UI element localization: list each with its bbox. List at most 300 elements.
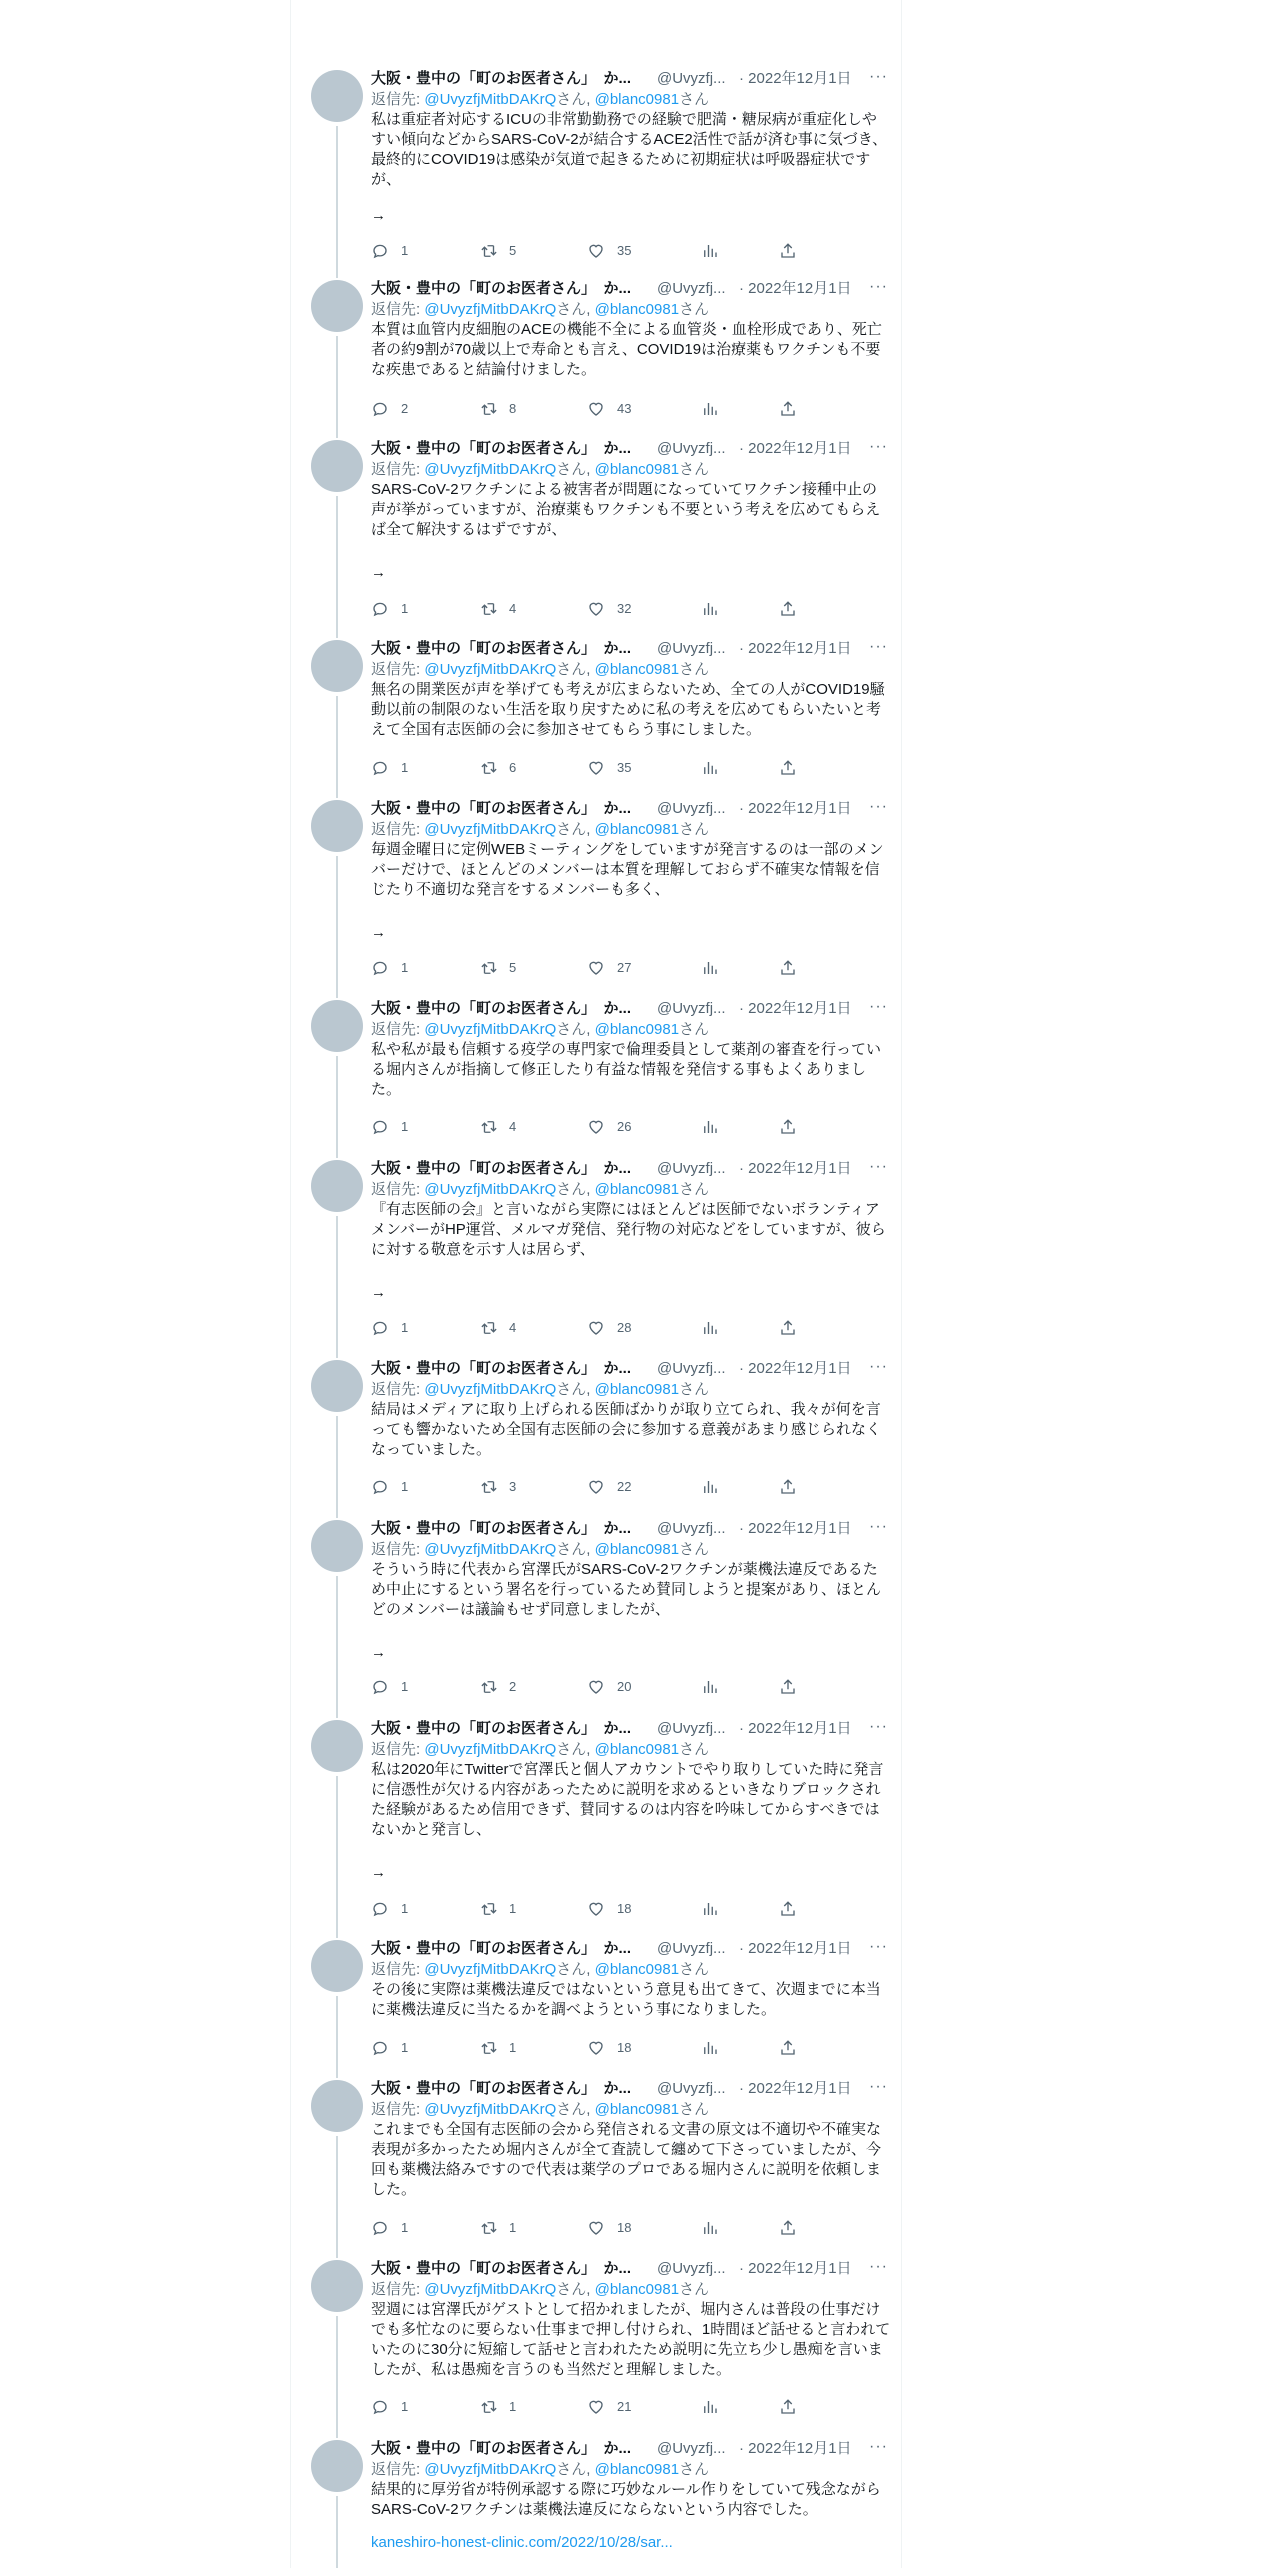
mention-suffix: さん (679, 1741, 710, 1758)
tweet-text: これまでも全国有志医師の会から発信される文書の原文は不適切や不確実な表現が多かったため堀内さんが全て査読して纏めて下さっていましたが、今回も薬機法絡みですので代表は薬学のプロである堀内さんに説明を依頼しました。 (371, 2121, 882, 2198)
author-name[interactable]: 大阪・豊中の「町のお医者さん」 か... (371, 800, 632, 817)
thread-line (336, 1932, 338, 1938)
author-handle[interactable]: @Uvyzfj... (657, 280, 726, 297)
more-options-icon[interactable]: ··· (869, 2438, 888, 2455)
tweet[interactable] (291, 62, 901, 272)
analytics-icon (701, 600, 719, 618)
tweet-text: 本質は血管内皮細胞のACEの機能不全による血管炎・血栓形成であり、死亡者の約9割が70歳以上で寿命とも言え、COVID19は治療薬もワクチンも不要な疾患であると結論付けました。 (371, 321, 882, 378)
mention-link[interactable]: @blanc0981 (594, 301, 680, 318)
thread-line (336, 2136, 338, 2252)
share-icon (779, 1900, 797, 1918)
author-name[interactable]: 大阪・豊中の「町のお医者さん」 か... (371, 1720, 632, 1737)
mention-suffix: さん (679, 1181, 710, 1198)
author-handle[interactable]: @Uvyzfj... (657, 1520, 726, 1537)
mention-link[interactable]: @UvyzfjMitbDAKrQ (424, 1181, 557, 1198)
tweet[interactable] (291, 2252, 901, 2432)
retweet-icon (479, 959, 499, 977)
avatar[interactable] (311, 280, 363, 332)
avatar[interactable] (311, 2440, 363, 2492)
tweet-actions (371, 758, 811, 778)
tweet-actions (371, 1117, 811, 1137)
show-more-arrow[interactable]: → (371, 1864, 386, 1881)
mention-suffix: さん (679, 1381, 710, 1398)
like-count: 18 (617, 2220, 632, 2235)
analytics-icon (701, 759, 719, 777)
analytics-icon (701, 1678, 719, 1696)
reply-count: 1 (401, 1901, 409, 1916)
retweet-icon (479, 1478, 499, 1496)
thread-line (336, 696, 338, 792)
reply-to-label: 返信先: (371, 821, 425, 838)
tweet-actions (371, 399, 811, 419)
tweet-timestamp[interactable]: · 2022年12月1日 (739, 800, 852, 817)
mention-link[interactable]: @UvyzfjMitbDAKrQ (424, 461, 557, 478)
mention-link[interactable]: @blanc0981 (594, 91, 680, 108)
author-name[interactable]: 大阪・豊中の「町のお医者さん」 か... (371, 640, 632, 657)
author-name[interactable]: 大阪・豊中の「町のお医者さん」 か... (371, 70, 632, 87)
like-count: 18 (617, 1901, 632, 1916)
more-options-icon[interactable]: ··· (869, 438, 888, 455)
tweet-header (371, 2258, 891, 2280)
show-more-arrow[interactable]: → (371, 564, 386, 581)
more-options-icon[interactable]: ··· (869, 638, 888, 655)
tweet-header (371, 998, 891, 1020)
like-count: 43 (617, 401, 632, 416)
tweet-timestamp[interactable]: · 2022年12月1日 (739, 640, 852, 657)
tweet[interactable] (291, 992, 901, 1152)
tweet-text: そういう時に代表から宮澤氏がSARS-CoV-2ワクチンが薬機法違反であるため中止にするという署名を行っているため賛同しようと提案があり、ほとんどのメンバーは議論もせず同意しましたが、 (371, 1561, 882, 1618)
thread-line (336, 1352, 338, 1358)
author-name[interactable]: 大阪・豊中の「町のお医者さん」 か... (371, 440, 632, 457)
share-icon (779, 2219, 797, 2237)
avatar[interactable] (311, 1520, 363, 1572)
reply-icon (371, 1678, 389, 1696)
mention-link[interactable]: @blanc0981 (594, 1741, 680, 1758)
more-options-icon[interactable]: ··· (869, 68, 888, 85)
external-link[interactable]: kaneshiro-honest-clinic.com/2022/10/28/sar... (371, 2534, 673, 2551)
tweet[interactable] (291, 1512, 901, 1712)
more-options-icon[interactable]: ··· (869, 1158, 888, 1175)
reply-to-label: 返信先: (371, 91, 425, 108)
retweet-count: 1 (509, 2399, 517, 2414)
tweet[interactable] (291, 2432, 901, 2568)
reply-to-label: 返信先: (371, 2101, 425, 2118)
tweet-header (371, 278, 891, 300)
more-options-icon[interactable]: ··· (869, 1938, 888, 1955)
analytics-icon (701, 1118, 719, 1136)
author-handle[interactable]: @Uvyzfj... (657, 1720, 726, 1737)
mention-link[interactable]: @UvyzfjMitbDAKrQ (424, 1021, 557, 1038)
avatar[interactable] (311, 2080, 363, 2132)
like-count: 27 (617, 960, 632, 975)
avatar[interactable] (311, 800, 363, 852)
avatar[interactable] (311, 1160, 363, 1212)
mention-link[interactable]: @UvyzfjMitbDAKrQ (424, 661, 557, 678)
thread-line (336, 1056, 338, 1152)
author-name[interactable]: 大阪・豊中の「町のお医者さん」 か... (371, 1940, 632, 1957)
author-handle[interactable]: @Uvyzfj... (657, 1000, 726, 1017)
thread-line (336, 1576, 338, 1712)
author-name[interactable]: 大阪・豊中の「町のお医者さん」 か... (371, 1160, 632, 1177)
author-name[interactable]: 大阪・豊中の「町のお医者さん」 か... (371, 1000, 632, 1017)
thread-line (336, 856, 338, 992)
retweet-count: 1 (509, 1901, 517, 1916)
avatar[interactable] (311, 1000, 363, 1052)
reply-count: 1 (401, 1679, 409, 1694)
heart-icon (587, 1118, 605, 1136)
reply-to-label: 返信先: (371, 461, 425, 478)
retweet-count: 4 (509, 601, 517, 616)
mention-link[interactable]: @UvyzfjMitbDAKrQ (424, 821, 557, 838)
author-name[interactable]: 大阪・豊中の「町のお医者さん」 か... (371, 1520, 632, 1537)
like-count: 20 (617, 1679, 632, 1694)
reply-count: 1 (401, 601, 409, 616)
analytics-icon (701, 1319, 719, 1337)
share-icon (779, 1319, 797, 1337)
mention-suffix: さん (679, 661, 710, 678)
tweet-header (371, 798, 891, 820)
reply-count: 1 (401, 1320, 409, 1335)
reply-icon (371, 2039, 389, 2057)
author-handle[interactable]: @Uvyzfj... (657, 1940, 726, 1957)
reply-count: 1 (401, 2399, 409, 2414)
reply-icon (371, 1900, 389, 1918)
reply-count: 1 (401, 1119, 409, 1134)
retweet-icon (479, 2039, 499, 2057)
mention-link[interactable]: @blanc0981 (594, 2101, 680, 2118)
retweet-count: 2 (509, 1679, 517, 1694)
author-handle[interactable]: @Uvyzfj... (657, 2080, 726, 2097)
author-handle[interactable]: @Uvyzfj... (657, 70, 726, 87)
timeline-column (290, 0, 902, 2568)
tweet-text: その後に実際は薬機法違反ではないという意見も出てきて、次週までに本当に薬機法違反に当たるかを調べようという事になりました。 (371, 1981, 881, 2018)
author-name[interactable]: 大阪・豊中の「町のお医者さん」 か... (371, 2080, 632, 2097)
share-icon (779, 242, 797, 260)
tweet[interactable] (291, 272, 901, 432)
retweet-icon (479, 1900, 499, 1918)
author-name[interactable]: 大阪・豊中の「町のお医者さん」 か... (371, 280, 632, 297)
like-count: 32 (617, 601, 632, 616)
like-count: 28 (617, 1320, 632, 1335)
mention-suffix: さん (679, 2101, 710, 2118)
tweet-timestamp[interactable]: · 2022年12月1日 (739, 440, 852, 457)
mention-suffix: さん (679, 461, 710, 478)
reply-to-line (371, 1960, 709, 1980)
tweet-timestamp[interactable]: · 2022年12月1日 (739, 2260, 852, 2277)
mention-link[interactable]: @blanc0981 (594, 1541, 680, 1558)
author-name[interactable]: 大阪・豊中の「町のお医者さん」 か... (371, 1360, 632, 1377)
reply-count: 2 (401, 401, 409, 416)
retweet-icon (479, 2219, 499, 2237)
mention-suffix: さん (679, 91, 710, 108)
tweet-header (371, 1938, 891, 1960)
tweet[interactable] (291, 1712, 901, 1932)
heart-icon (587, 1678, 605, 1696)
tweet-actions (371, 241, 811, 261)
mention-separator: さん, (556, 1541, 595, 1558)
tweet-actions (371, 2038, 811, 2058)
tweet-timestamp[interactable]: · 2022年12月1日 (739, 280, 852, 297)
mention-link[interactable]: @UvyzfjMitbDAKrQ (424, 2461, 557, 2478)
reply-icon (371, 959, 389, 977)
tweet-timestamp[interactable]: · 2022年12月1日 (739, 1160, 852, 1177)
mention-link[interactable]: @UvyzfjMitbDAKrQ (424, 2101, 557, 2118)
mention-link[interactable]: @blanc0981 (594, 661, 680, 678)
tweet-actions (371, 1477, 811, 1497)
mention-link[interactable]: @blanc0981 (594, 2281, 680, 2298)
analytics-icon (701, 2039, 719, 2057)
reply-count: 1 (401, 2040, 409, 2055)
thread-line (336, 2316, 338, 2432)
reply-to-label: 返信先: (371, 1181, 425, 1198)
mention-suffix: さん (679, 2461, 710, 2478)
tweet-text: 結果的に厚労省が特例承認する際に巧妙なルール作りをしていて残念ながらSARS-CoV-2ワクチンは薬機法違反にならないという内容でした。 (371, 2481, 881, 2518)
tweet-header (371, 438, 891, 460)
mention-suffix: さん (679, 1021, 710, 1038)
tweet[interactable] (291, 632, 901, 792)
mention-link[interactable]: @UvyzfjMitbDAKrQ (424, 1961, 557, 1978)
tweet[interactable] (291, 432, 901, 632)
reply-count: 1 (401, 760, 409, 775)
more-options-icon[interactable]: ··· (869, 1718, 888, 1735)
reply-to-label: 返信先: (371, 1961, 425, 1978)
author-handle[interactable]: @Uvyzfj... (657, 640, 726, 657)
thread-line (336, 1776, 338, 1932)
analytics-icon (701, 2398, 719, 2416)
mention-suffix: さん (679, 1541, 710, 1558)
mention-link[interactable]: @blanc0981 (594, 821, 680, 838)
reply-icon (371, 400, 389, 418)
share-icon (779, 1678, 797, 1696)
reply-to-label: 返信先: (371, 1021, 425, 1038)
mention-link[interactable]: @blanc0981 (594, 1181, 680, 1198)
reply-to-label: 返信先: (371, 1541, 425, 1558)
share-icon (779, 1118, 797, 1136)
thread-line (336, 1416, 338, 1512)
retweet-icon (479, 400, 499, 418)
author-name[interactable]: 大阪・豊中の「町のお医者さん」 か... (371, 2260, 632, 2277)
retweet-count: 3 (509, 1479, 517, 1494)
thread-line (336, 496, 338, 632)
tweet-text: 『有志医師の会』と言いながら実際にはほとんどは医師でないボランティアメンバーがHP運営、メルマガ発信、発行物の対応などをしていますが、彼らに対する敬意を示す人は居らず、 (371, 1201, 886, 1258)
reply-to-line (371, 820, 709, 840)
show-more-arrow[interactable]: → (371, 1644, 386, 1661)
mention-link[interactable]: @UvyzfjMitbDAKrQ (424, 1541, 557, 1558)
tweet-timestamp[interactable]: · 2022年12月1日 (739, 1720, 852, 1737)
avatar[interactable] (311, 440, 363, 492)
avatar[interactable] (311, 1360, 363, 1412)
reply-icon (371, 1118, 389, 1136)
analytics-icon (701, 1900, 719, 1918)
reply-count: 1 (401, 243, 409, 258)
author-handle[interactable]: @Uvyzfj... (657, 2440, 726, 2457)
tweet-timestamp[interactable]: · 2022年12月1日 (739, 2440, 852, 2457)
author-handle[interactable]: @Uvyzfj... (657, 1160, 726, 1177)
mention-separator: さん, (556, 2101, 595, 2118)
heart-icon (587, 1900, 605, 1918)
tweet-actions (371, 2397, 811, 2417)
more-options-icon[interactable]: ··· (869, 998, 888, 1015)
tweet-text: SARS-CoV-2ワクチンによる被害者が問題になっていてワクチン接種中止の声が挙がっていますが、治療薬もワクチンも不要という考えを広めてもらえば全て解決するはずですが、 (371, 481, 881, 538)
thread-line (336, 272, 338, 278)
tweet-header (371, 1718, 891, 1740)
tweet-timestamp[interactable]: · 2022年12月1日 (739, 1940, 852, 1957)
share-icon (779, 1478, 797, 1496)
share-icon (779, 959, 797, 977)
mention-suffix: さん (679, 301, 710, 318)
mention-link[interactable]: @blanc0981 (594, 2461, 680, 2478)
reply-to-line (371, 2460, 709, 2480)
heart-icon (587, 2219, 605, 2237)
thread-line (336, 2496, 338, 2568)
reply-to-line (371, 460, 709, 480)
mention-link[interactable]: @UvyzfjMitbDAKrQ (424, 1381, 557, 1398)
mention-link[interactable]: @blanc0981 (594, 1381, 680, 1398)
analytics-icon (701, 242, 719, 260)
author-handle[interactable]: @Uvyzfj... (657, 440, 726, 457)
tweet-header (371, 1518, 891, 1540)
mention-separator: さん, (556, 1181, 595, 1198)
reply-to-line (371, 1380, 709, 1400)
tweet-header (371, 638, 891, 660)
tweet-header (371, 2078, 891, 2100)
thread-line (336, 792, 338, 798)
thread-line (336, 126, 338, 272)
mention-separator: さん, (556, 2461, 595, 2478)
like-count: 21 (617, 2399, 632, 2414)
tweet-timestamp[interactable]: · 2022年12月1日 (739, 70, 852, 87)
mention-separator: さん, (556, 821, 595, 838)
like-count: 26 (617, 1119, 632, 1134)
like-count: 18 (617, 2040, 632, 2055)
mention-suffix: さん (679, 2281, 710, 2298)
more-options-icon[interactable]: ··· (869, 2258, 888, 2275)
mention-link[interactable]: @blanc0981 (594, 461, 680, 478)
author-handle[interactable]: @Uvyzfj... (657, 800, 726, 817)
retweet-count: 5 (509, 243, 517, 258)
tweet[interactable] (291, 1352, 901, 1512)
tweet-timestamp[interactable]: · 2022年12月1日 (739, 1520, 852, 1537)
author-handle[interactable]: @Uvyzfj... (657, 2260, 726, 2277)
tweet-actions (371, 1899, 811, 1919)
tweet-actions (371, 2218, 811, 2238)
show-more-arrow[interactable]: → (371, 924, 386, 941)
tweet[interactable] (291, 792, 901, 992)
more-options-icon[interactable]: ··· (869, 1518, 888, 1535)
more-options-icon[interactable]: ··· (869, 278, 888, 295)
thread-line (336, 1996, 338, 2072)
more-options-icon[interactable]: ··· (869, 2078, 888, 2095)
tweet-text: 翌週には宮澤氏がゲストとして招かれましたが、堀内さんは普段の仕事だけでも多忙なのに要らない仕事まで押し付けられ、1時間ほど話せると言われていたのに30分に短縮して話せと言われたため説明に先立ち少し愚痴を言いましたが、私は愚痴を言うのも当然だと理解しました。 (371, 2301, 891, 2378)
avatar[interactable] (311, 70, 363, 122)
reply-icon (371, 2398, 389, 2416)
reply-to-label: 返信先: (371, 2281, 425, 2298)
mention-separator: さん, (556, 661, 595, 678)
mention-link[interactable]: @UvyzfjMitbDAKrQ (424, 2281, 557, 2298)
reply-count: 1 (401, 960, 409, 975)
tweet-timestamp[interactable]: · 2022年12月1日 (739, 1360, 852, 1377)
mention-link[interactable]: @blanc0981 (594, 1961, 680, 1978)
show-more-arrow[interactable]: → (371, 1284, 386, 1301)
reply-to-line (371, 2100, 709, 2120)
tweet-timestamp[interactable]: · 2022年12月1日 (739, 2080, 852, 2097)
show-more-arrow[interactable]: → (371, 207, 386, 224)
mention-link[interactable]: @UvyzfjMitbDAKrQ (424, 91, 557, 108)
mention-link[interactable]: @UvyzfjMitbDAKrQ (424, 301, 557, 318)
retweet-icon (479, 1118, 499, 1136)
retweet-icon (479, 1678, 499, 1696)
reply-to-line (371, 1180, 709, 1200)
mention-link[interactable]: @UvyzfjMitbDAKrQ (424, 1741, 557, 1758)
mention-separator: さん, (556, 301, 595, 318)
share-icon (779, 2039, 797, 2057)
thread-line (336, 1152, 338, 1158)
tweet-actions (371, 1677, 811, 1697)
avatar[interactable] (311, 1720, 363, 1772)
retweet-icon (479, 759, 499, 777)
mention-separator: さん, (556, 1961, 595, 1978)
heart-icon (587, 400, 605, 418)
retweet-icon (479, 600, 499, 618)
thread-line (336, 336, 338, 432)
mention-link[interactable]: @blanc0981 (594, 1021, 680, 1038)
more-options-icon[interactable]: ··· (869, 798, 888, 815)
thread-line (336, 992, 338, 998)
retweet-count: 1 (509, 2220, 517, 2235)
retweet-count: 5 (509, 960, 517, 975)
analytics-icon (701, 2219, 719, 2237)
thread-line (336, 2252, 338, 2258)
retweet-icon (479, 2398, 499, 2416)
mention-suffix: さん (679, 821, 710, 838)
tweet[interactable] (291, 2072, 901, 2252)
tweet-text: 私は重症者対応するICUの非常勤勤務での経験で肥満・糖尿病が重症化しやすい傾向などからSARS-CoV-2が結合するACE2活性で話が済む事に気づき、最終的にCOVID19は感染が気道で起きるために初期症状は呼吸器症状ですが、 (371, 111, 888, 188)
author-name[interactable]: 大阪・豊中の「町のお医者さん」 か... (371, 2440, 632, 2457)
reply-to-line (371, 90, 709, 110)
analytics-icon (701, 1478, 719, 1496)
reply-to-line (371, 1020, 709, 1040)
avatar[interactable] (311, 1940, 363, 1992)
thread-line (336, 632, 338, 638)
reply-to-line (371, 2280, 709, 2300)
more-options-icon[interactable]: ··· (869, 1358, 888, 1375)
reply-icon (371, 1478, 389, 1496)
tweet-actions (371, 599, 811, 619)
tweet-header (371, 1358, 891, 1380)
thread-line (336, 1512, 338, 1518)
thread-line (336, 2072, 338, 2078)
tweet[interactable] (291, 1152, 901, 1352)
tweet[interactable] (291, 1932, 901, 2072)
tweet-text: 結局はメディアに取り上げられる医師ばかりが取り立てられ、我々が何を言っても響かないため全国有志医師の会に参加する意義があまり感じられなくなっていました。 (371, 1401, 882, 1458)
author-handle[interactable]: @Uvyzfj... (657, 1360, 726, 1377)
tweet-timestamp[interactable]: · 2022年12月1日 (739, 1000, 852, 1017)
tweet-actions (371, 958, 811, 978)
heart-icon (587, 1478, 605, 1496)
reply-to-line (371, 1740, 709, 1760)
retweet-count: 4 (509, 1119, 517, 1134)
mention-suffix: さん (679, 1961, 710, 1978)
reply-to-line (371, 660, 709, 680)
avatar[interactable] (311, 2260, 363, 2312)
tweet-header (371, 1158, 891, 1180)
mention-separator: さん, (556, 91, 595, 108)
avatar[interactable] (311, 640, 363, 692)
reply-to-line (371, 1540, 709, 1560)
like-count: 22 (617, 1479, 632, 1494)
retweet-count: 4 (509, 1320, 517, 1335)
tweet-header (371, 68, 891, 90)
